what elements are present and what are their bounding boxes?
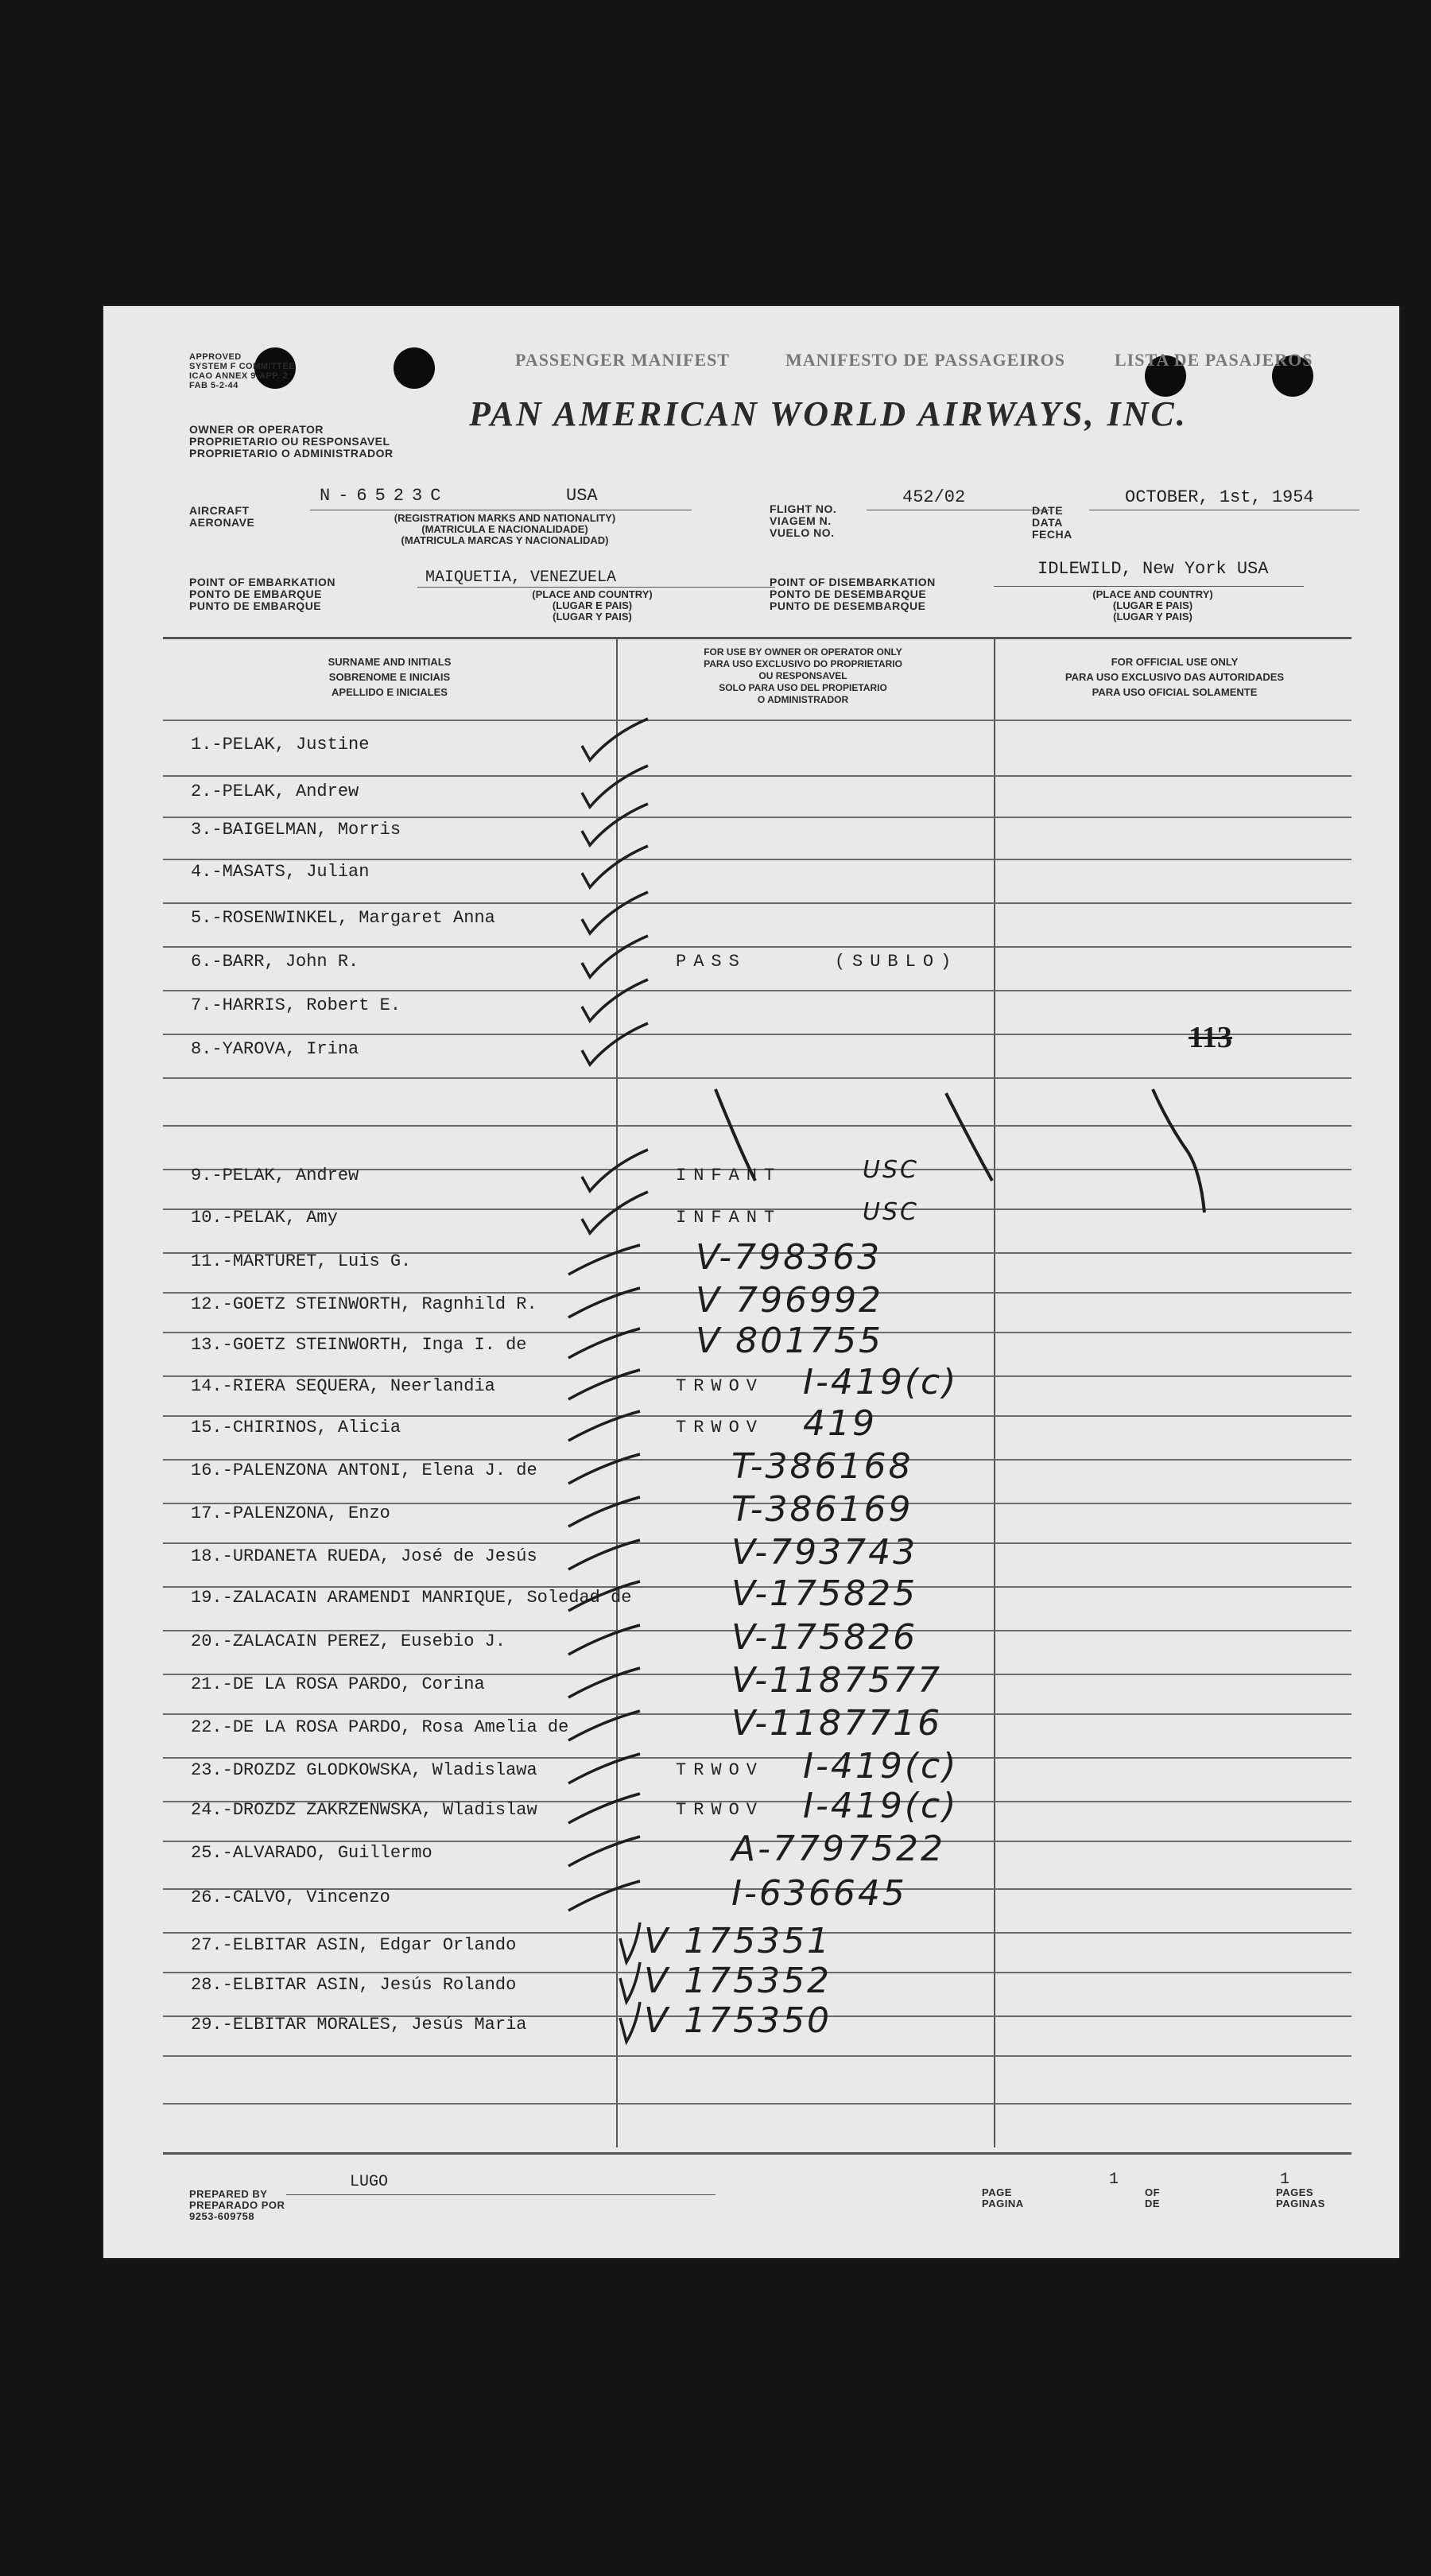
passenger-name: 13.-GOETZ STEINWORTH, Inga I. de	[191, 1335, 527, 1355]
embark-label-line: POINT OF EMBARKATION	[189, 576, 335, 588]
passenger-name-text: ZALACAIN PEREZ, Eusebio J.	[232, 1631, 506, 1651]
passenger-number: 3.	[191, 820, 212, 840]
flight-label-line: VIAGEM N.	[770, 514, 832, 527]
operator-note: PASS (SUBLO)	[676, 952, 959, 972]
document-number: V-1187577	[731, 1660, 943, 1701]
passenger-name: 24.-DROZDZ ZAKRZENWSKA, Wladislaw	[191, 1800, 537, 1820]
document-number: I-419(c)	[803, 1746, 959, 1787]
passenger-name-text: DROZDZ ZAKRZENWSKA, Wladislaw	[232, 1800, 537, 1820]
passenger-number: 26.	[191, 1887, 223, 1907]
passenger-name-text: PELAK, Andrew	[222, 782, 359, 801]
operator-note: INFANT	[676, 1166, 782, 1185]
passenger-name-text: MASATS, Julian	[222, 862, 370, 882]
of-label-line: DE	[1145, 2198, 1161, 2209]
passenger-number: 15.	[191, 1418, 223, 1437]
page-label-line: PAGINA	[982, 2198, 1024, 2209]
document-number: 419	[803, 1403, 877, 1444]
passenger-name: 5.-ROSENWINKEL, Margaret Anna	[191, 908, 495, 928]
document-number: I-636645	[731, 1873, 907, 1914]
passenger-name: 27.-ELBITAR ASIN, Edgar Orlando	[191, 1935, 517, 1955]
header-es: LISTA DE PASAJEROS	[1115, 350, 1313, 370]
document-number: I-419(c)	[803, 1362, 959, 1402]
document-number: USC	[863, 1156, 919, 1184]
passenger-name: 19.-ZALACAIN ARAMENDI MANRIQUE, Soledad de	[191, 1588, 632, 1608]
document-number: USC	[863, 1198, 919, 1226]
of-label-line: OF	[1145, 2186, 1161, 2198]
document-number: I-419(c)	[803, 1786, 959, 1826]
document-number: V-175826	[731, 1617, 918, 1658]
disembark-value: IDLEWILD, New York USA	[1037, 559, 1269, 579]
column-header-line: SOLO PARA USO DEL PROPIETARIO	[719, 682, 887, 693]
date-label-line: DATE	[1032, 504, 1064, 517]
passenger-name: 28.-ELBITAR ASIN, Jesús Rolando	[191, 1975, 517, 1995]
passenger-number: 20.	[191, 1631, 223, 1651]
approval-line: APPROVED	[189, 352, 242, 362]
place-sub-line: (LUGAR E PAIS)	[552, 599, 633, 611]
disembark-label-line: PONTO DE DESEMBARQUE	[770, 588, 927, 600]
aircraft-registration: N-6523C	[320, 486, 449, 506]
passenger-name-text: PELAK, Andrew	[222, 1166, 359, 1185]
passenger-name-text: MARTURET, Luis G.	[232, 1251, 412, 1271]
document-number: T-386168	[731, 1446, 913, 1487]
passenger-number: 2.	[191, 782, 212, 801]
passenger-name: 7.-HARRIS, Robert E.	[191, 995, 401, 1015]
pages-label-line: PAGES	[1276, 2186, 1314, 2198]
place-sub-line: (LUGAR Y PAIS)	[553, 611, 632, 623]
flight-number: 452/02	[902, 487, 966, 507]
document-number: V 175352	[644, 1961, 832, 2001]
passenger-name-text: PALENZONA, Enzo	[232, 1503, 390, 1523]
aircraft-label-line: AERONAVE	[189, 516, 255, 529]
passenger-number: 16.	[191, 1461, 223, 1480]
cancel-stroke	[946, 1093, 992, 1181]
form-code: 9253-609758	[189, 2210, 255, 2222]
passenger-name-text: DROZDZ GLODKOWSKA, Wladislawa	[232, 1760, 537, 1780]
passenger-name: 20.-ZALACAIN PEREZ, Eusebio J.	[191, 1631, 506, 1651]
aircraft-sub-line: (MATRICULA MARCAS Y NACIONALIDAD)	[401, 534, 609, 546]
disembark-label-line: PUNTO DE DESEMBARQUE	[770, 599, 926, 612]
passenger-name-text: PELAK, Amy	[232, 1208, 338, 1228]
embark-label-line: PUNTO DE EMBARQUE	[189, 599, 322, 612]
place-sub-line: (PLACE AND COUNTRY)	[532, 588, 653, 600]
embark-label-line: PONTO DE EMBARQUE	[189, 588, 322, 600]
passenger-number: 7.	[191, 995, 212, 1015]
column-header-line: PARA USO EXCLUSIVO DAS AUTORIDADES	[1065, 671, 1285, 683]
aircraft-sub-line: (REGISTRATION MARKS AND NATIONALITY)	[394, 512, 616, 524]
passenger-number: 27.	[191, 1935, 223, 1955]
flight-label-line: FLIGHT NO.	[770, 502, 837, 515]
passenger-number: 24.	[191, 1800, 223, 1820]
document-number: V 796992	[696, 1280, 884, 1321]
operator-note: TRWOV	[676, 1376, 765, 1396]
passenger-number: 8.	[191, 1039, 212, 1059]
passenger-name-text: PALENZONA ANTONI, Elena J. de	[232, 1461, 537, 1480]
passenger-name: 29.-ELBITAR MORALES, Jesús Maria	[191, 2015, 527, 2035]
official-number: 113	[1189, 1021, 1232, 1054]
prepared-label	[189, 2189, 285, 2222]
passenger-name: 18.-URDANETA RUEDA, José de Jesús	[191, 1546, 537, 1566]
passenger-name: 1.-PELAK, Justine	[191, 735, 370, 755]
column-header-line: SURNAME AND INITIALS	[328, 656, 452, 668]
passenger-name-text: DE LA ROSA PARDO, Corina	[232, 1674, 485, 1694]
document-number: V 801755	[696, 1321, 884, 1361]
document-number: A-7797522	[731, 1829, 945, 1869]
page-value: 1	[1109, 2171, 1119, 2189]
passenger-name: 25.-ALVARADO, Guillermo	[191, 1843, 432, 1863]
disembark-label-line: POINT OF DISEMBARKATION	[770, 576, 936, 588]
flight-label-line: VUELO NO.	[770, 526, 835, 539]
passenger-name: 21.-DE LA ROSA PARDO, Corina	[191, 1674, 485, 1694]
place-sub-line: (PLACE AND COUNTRY)	[1092, 588, 1213, 600]
pages-label-line: PAGINAS	[1276, 2198, 1325, 2209]
passenger-name: 10.-PELAK, Amy	[191, 1208, 338, 1228]
owner-label-line: PROPRIETARIO OU RESPONSAVEL	[189, 435, 390, 448]
document-number: V 175351	[644, 1921, 832, 1961]
passenger-name: 16.-PALENZONA ANTONI, Elena J. de	[191, 1461, 537, 1480]
header-pt: MANIFESTO DE PASSAGEIROS	[785, 350, 1066, 370]
passenger-number: 18.	[191, 1546, 223, 1566]
cancel-stroke	[1153, 1089, 1204, 1212]
prepared-label-line: PREPARADO POR	[189, 2199, 285, 2211]
passenger-number: 22.	[191, 1717, 223, 1737]
of-label	[1145, 2187, 1160, 2209]
operator-note: INFANT	[676, 1208, 782, 1228]
manifest-document	[103, 306, 1399, 2258]
passenger-name: 17.-PALENZONA, Enzo	[191, 1503, 390, 1523]
header-en: PASSENGER MANIFEST	[515, 350, 731, 370]
passenger-name-text: ELBITAR ASIN, Edgar Orlando	[232, 1935, 517, 1955]
place-sub-line: (LUGAR E PAIS)	[1112, 599, 1193, 611]
operator-note: TRWOV	[676, 1418, 765, 1437]
passenger-name: 26.-CALVO, Vincenzo	[191, 1887, 390, 1907]
prepared-by-value: LUGO	[350, 2173, 389, 2191]
passenger-name: 2.-PELAK, Andrew	[191, 782, 359, 801]
passenger-number: 9.	[191, 1166, 212, 1185]
passenger-name-text: ROSENWINKEL, Margaret Anna	[222, 908, 495, 928]
passenger-number: 23.	[191, 1760, 223, 1780]
column-header-line: PARA USO OFICIAL SOLAMENTE	[1092, 686, 1258, 698]
passenger-number: 13.	[191, 1335, 223, 1355]
underline	[286, 2194, 716, 2195]
document-number: V-798363	[696, 1237, 882, 1278]
column-header-line: FOR USE BY OWNER OR OPERATOR ONLY	[704, 646, 902, 658]
passenger-number: 19.	[191, 1588, 223, 1608]
passenger-name: 11.-MARTURET, Luis G.	[191, 1251, 412, 1271]
column-header-line: OU RESPONSAVEL	[758, 670, 847, 681]
passenger-number: 12.	[191, 1294, 223, 1314]
passenger-number: 17.	[191, 1503, 223, 1523]
passenger-name: 8.-YAROVA, Irina	[191, 1039, 359, 1059]
passenger-name-text: ELBITAR ASIN, Jesús Rolando	[232, 1975, 517, 1995]
approval-line: FAB 5-2-44	[189, 381, 238, 390]
document-number: V-175825	[731, 1573, 918, 1614]
passenger-name-text: BARR, John R.	[222, 952, 359, 972]
aircraft-sub-line: (MATRICULA E NACIONALIDADE)	[421, 523, 588, 535]
approval-line: ICAO ANNEX 9-APP. 2	[189, 371, 289, 381]
passenger-name: 22.-DE LA ROSA PARDO, Rosa Amelia de	[191, 1717, 569, 1737]
passenger-name-text: PELAK, Justine	[222, 735, 370, 755]
operator-note: TRWOV	[676, 1760, 765, 1780]
page-label-line: PAGE	[982, 2186, 1012, 2198]
owner-label-line: PROPRIETARIO O ADMINISTRADOR	[189, 447, 394, 460]
passenger-name-text: GOETZ STEINWORTH, Ragnhild R.	[232, 1294, 537, 1314]
passenger-name-text: ALVARADO, Guillermo	[232, 1843, 432, 1863]
passenger-name-text: HARRIS, Robert E.	[222, 995, 401, 1015]
passenger-number: 1.	[191, 735, 212, 755]
passenger-name-text: CALVO, Vincenzo	[232, 1887, 390, 1907]
owner-label-line: OWNER OR OPERATOR	[189, 423, 324, 436]
passenger-name-text: BAIGELMAN, Morris	[222, 820, 401, 840]
aircraft-country: USA	[566, 486, 598, 506]
passenger-number: 25.	[191, 1843, 223, 1863]
approval-line: COMMITTEE	[238, 362, 296, 371]
cancel-stroke	[716, 1089, 755, 1181]
table-bottom-rule	[163, 2152, 1352, 2155]
cancel-strokes	[103, 306, 1399, 2258]
passenger-number: 29.	[191, 2015, 223, 2035]
column-header-line: APELLIDO E INICIALES	[332, 686, 448, 698]
passenger-name-text: URDANETA RUEDA, José de Jesús	[232, 1546, 537, 1566]
document-number: V-1187716	[731, 1703, 943, 1744]
passenger-number: 28.	[191, 1975, 223, 1995]
column-header-line: FOR OFFICIAL USE ONLY	[1111, 656, 1239, 668]
aircraft-label-line: AIRCRAFT	[189, 504, 250, 517]
date-label-line: FECHA	[1032, 528, 1072, 541]
pages-value: 1	[1280, 2171, 1290, 2189]
passenger-number: 5.	[191, 908, 212, 928]
passenger-name: 14.-RIERA SEQUERA, Neerlandia	[191, 1376, 495, 1396]
column-header-line: SOBRENOME E INICIAIS	[328, 671, 451, 683]
passenger-name-text: ELBITAR MORALES, Jesús Maria	[232, 2015, 527, 2035]
page-label	[982, 2187, 1024, 2209]
column-header-line: PARA USO EXCLUSIVO DO PROPRIETARIO	[704, 658, 902, 669]
approval-line: SYSTEM F	[189, 362, 237, 371]
passenger-name: 3.-BAIGELMAN, Morris	[191, 820, 401, 840]
passenger-number: 6.	[191, 952, 212, 972]
column-header-line: O ADMINISTRADOR	[757, 694, 849, 705]
date-label-line: DATA	[1032, 516, 1063, 529]
passenger-name-text: YAROVA, Irina	[222, 1039, 359, 1059]
passenger-number: 10.	[191, 1208, 223, 1228]
pages-label	[1276, 2187, 1325, 2209]
passenger-name-text: CHIRINOS, Alicia	[232, 1418, 401, 1437]
prepared-label-line: PREPARED BY	[189, 2188, 268, 2200]
embark-value: MAIQUETIA, VENEZUELA	[425, 568, 617, 587]
passenger-name: 4.-MASATS, Julian	[191, 862, 370, 882]
passenger-name: 12.-GOETZ STEINWORTH, Ragnhild R.	[191, 1294, 537, 1314]
place-sub-line: (LUGAR Y PAIS)	[1113, 611, 1192, 623]
passenger-name: 23.-DROZDZ GLODKOWSKA, Wladislawa	[191, 1760, 537, 1780]
passenger-name-text: GOETZ STEINWORTH, Inga I. de	[232, 1335, 527, 1355]
passenger-name: 6.-BARR, John R.	[191, 952, 359, 972]
operator-note: TRWOV	[676, 1800, 765, 1820]
company-name: PAN AMERICAN WORLD AIRWAYS, INC.	[469, 394, 1188, 433]
passenger-number: 4.	[191, 862, 212, 882]
passenger-name-text: ZALACAIN ARAMENDI MANRIQUE, Soledad de	[232, 1588, 632, 1608]
passenger-name: 15.-CHIRINOS, Alicia	[191, 1418, 401, 1437]
document-number: T-386169	[731, 1489, 913, 1530]
passenger-number: 21.	[191, 1674, 223, 1694]
passenger-number: 14.	[191, 1376, 223, 1396]
passenger-number: 11.	[191, 1251, 223, 1271]
passenger-name-text: DE LA ROSA PARDO, Rosa Amelia de	[232, 1717, 569, 1737]
passenger-name: 9.-PELAK, Andrew	[191, 1166, 359, 1185]
document-number: V-793743	[731, 1532, 918, 1573]
passenger-name-text: RIERA SEQUERA, Neerlandia	[232, 1376, 495, 1396]
document-number: V 175350	[644, 2000, 832, 2041]
flight-date: OCTOBER, 1st, 1954	[1125, 487, 1314, 507]
